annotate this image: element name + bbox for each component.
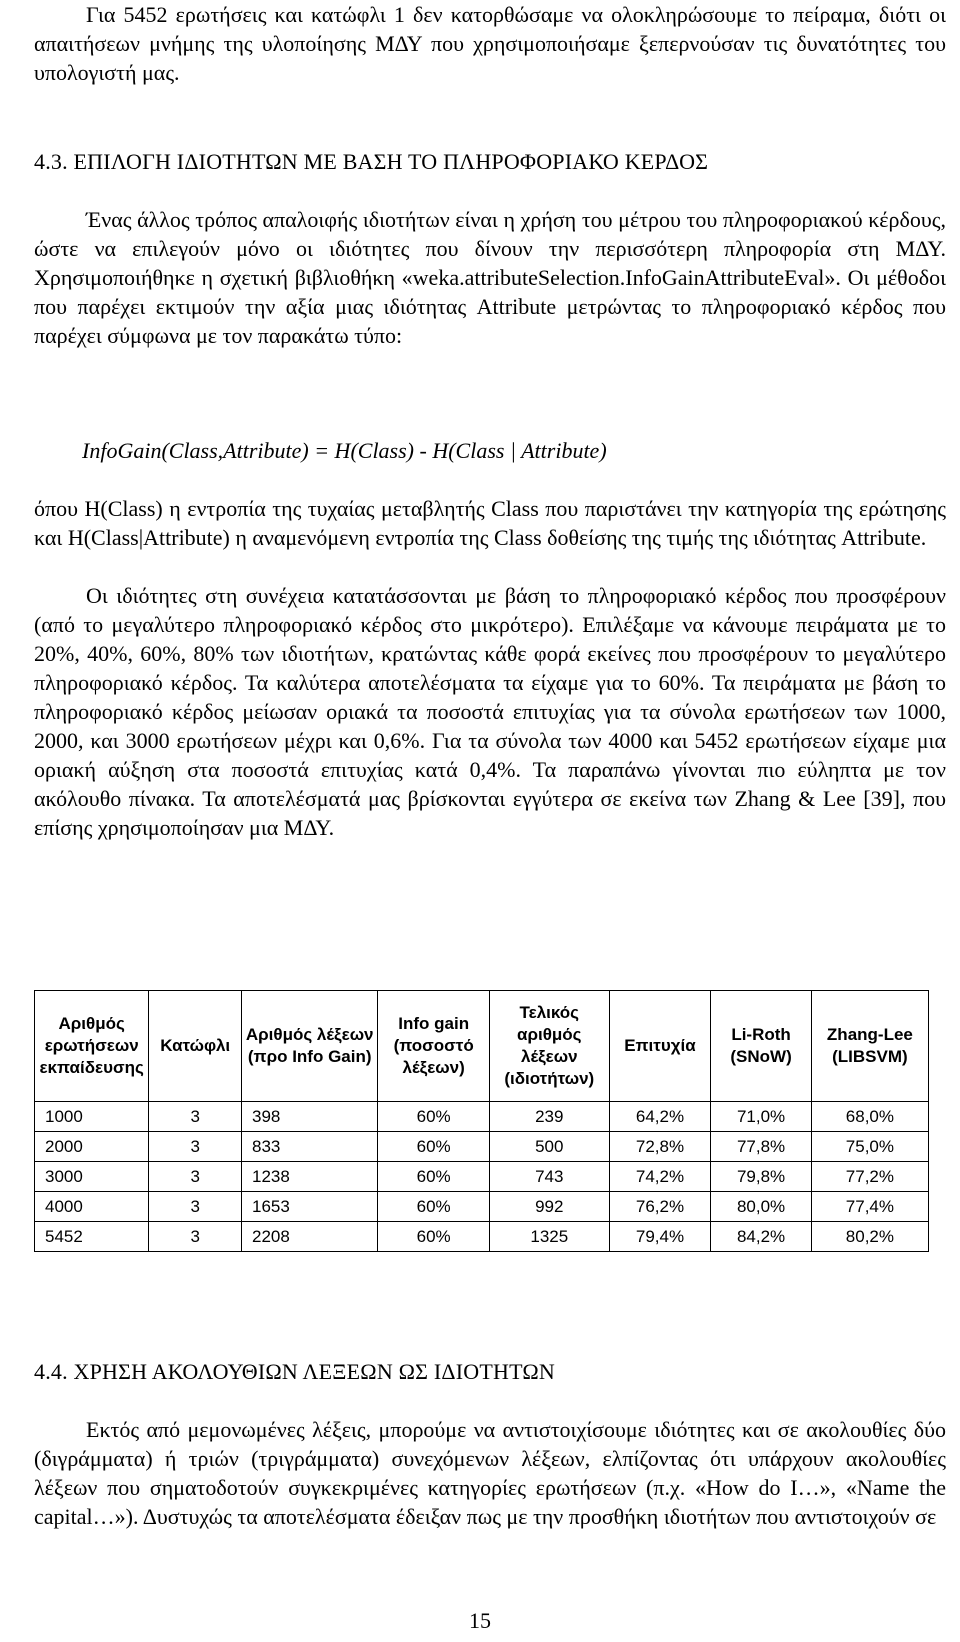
table-cell: 398 — [242, 1102, 378, 1132]
table-cell: 80,0% — [711, 1192, 811, 1222]
column-header: Κατώφλι — [149, 991, 242, 1102]
table-cell: 60% — [378, 1192, 490, 1222]
table-cell: 64,2% — [609, 1102, 711, 1132]
table-cell: 80,2% — [811, 1222, 928, 1252]
column-header: Τελικός αριθμός λέξεων (ιδιοτήτων) — [489, 991, 609, 1102]
table-cell: 992 — [489, 1192, 609, 1222]
table-cell: 1000 — [35, 1102, 149, 1132]
paragraph-entropy-definition: όπου H(Class) η εντροπία της τυχαίας μεταβλητής Class που παριστάνει την κατηγορία της ερώτησης και H(Class|Attribute) η αναμενόμενη εντροπία της Class δοθείσης της τιμής της ιδιότητας Attribute. — [34, 496, 946, 550]
table-cell: 4000 — [35, 1192, 149, 1222]
table-header-row — [35, 991, 929, 1102]
table-cell: 3 — [149, 1102, 242, 1132]
table-cell: 1325 — [489, 1222, 609, 1252]
table-row — [35, 1192, 929, 1222]
paragraph-intro: Για 5452 ερωτήσεις και κατώφλι 1 δεν κατορθώσαμε να ολοκληρώσουμε το πείραμα, διότι οι απαιτήσεων μνήμης της υλοποίησης ΜΔΥ που χρησιμοποιήσαμε ξεπερνούσαν τις δυνατότητες του υπολογιστή μας. — [34, 2, 946, 85]
table-cell: 3000 — [35, 1162, 149, 1192]
table-cell: 77,8% — [711, 1132, 811, 1162]
table-cell: 76,2% — [609, 1192, 711, 1222]
table-cell: 60% — [378, 1132, 490, 1162]
table-cell: 71,0% — [711, 1102, 811, 1132]
paragraph-experiments: Οι ιδιότητες στη συνέχεια κατατάσσονται με βάση το πληροφοριακό κέρδος που προσφέρουν (από το μεγαλύτερο πληροφοριακό κέρδος στο μικρότερο). Επιλέξαμε να κάνουμε πειράματα με το 20%, 40%, 60%, 80% των ιδιοτήτων, κρατώντας κάθε φορά εκείνες που προσφέρουν το μεγαλύτερο πληροφοριακό κέρδος. Τα καλύτερα αποτελέσματα τα είχαμε για το 60%. Τα πειράματα με βάση το πληροφοριακό κέρδος μείωσαν οριακά τα ποσοστά επιτυχίας για τα σύνολα ερωτήσεων των 1000, 2000, και 3000 ερωτήσεων μέχρι και 0,6%. Για τα σύνολα των 4000 και 5452 ερωτήσεων είχαμε μια οριακή αύξηση στα ποσοστά επιτυχίας κατά 0,4%. Τα παραπάνω γίνονται πιο εύληπτα με τον ακόλουθο πίνακα. Τα αποτελέσματά μας βρίσκονται εγγύτερα σε εκείνα των Zhang & Lee [39], που επίσης χρησιμοποίησαν μια ΜΔΥ. — [34, 583, 946, 840]
table-cell: 5452 — [35, 1222, 149, 1252]
table-cell: 239 — [489, 1102, 609, 1132]
table-cell: 833 — [242, 1132, 378, 1162]
column-header: Li-Roth (SNoW) — [711, 991, 811, 1102]
table-cell: 84,2% — [711, 1222, 811, 1252]
table-cell: 2208 — [242, 1222, 378, 1252]
section-heading-4-4: 4.4. ΧΡΗΣΗ ΑΚΟΛΟΥΘΙΩΝ ΛΕΞΕΩΝ ΩΣ ΙΔΙΟΤΗΤΩΝ — [34, 1359, 555, 1384]
table-cell: 1653 — [242, 1192, 378, 1222]
table-cell: 68,0% — [811, 1102, 928, 1132]
table-cell: 3 — [149, 1132, 242, 1162]
table-row — [35, 1222, 929, 1252]
paragraph-word-sequences: Εκτός από μεμονωμένες λέξεις, μπορούμε να αντιστοιχίσουμε ιδιότητες και σε ακολουθίες δύο (διγράμματα) ή τριών (τριγράμματα) συνεχόμενων λέξεων, ελπίζοντας ότι υπάρχουν ακολουθίες λέξεων που σηματοδοτούν συγκεκριμένες κατηγορίες ερωτήσεων (π.χ. «How do I…», «Name the capital…»). Δυστυχώς τα αποτελέσματα έδειξαν πως με την προσθήκη ιδιοτήτων που αντιστοιχούν σε — [34, 1417, 946, 1529]
table-cell: 72,8% — [609, 1132, 711, 1162]
table-cell: 60% — [378, 1162, 490, 1192]
column-header: Info gain (ποσοστό λέξεων) — [378, 991, 490, 1102]
table-cell: 743 — [489, 1162, 609, 1192]
page-number: 15 — [469, 1608, 491, 1633]
column-header: Αριθμός λέξεων (προ Info Gain) — [242, 991, 378, 1102]
column-header: Zhang-Lee (LIBSVM) — [811, 991, 928, 1102]
results-table — [34, 990, 929, 1252]
column-header: Επιτυχία — [609, 991, 711, 1102]
table-cell: 3 — [149, 1222, 242, 1252]
table-row — [35, 1102, 929, 1132]
table-cell: 1238 — [242, 1162, 378, 1192]
table-cell: 3 — [149, 1162, 242, 1192]
table-row — [35, 1132, 929, 1162]
table-cell: 77,4% — [811, 1192, 928, 1222]
table-cell: 79,4% — [609, 1222, 711, 1252]
section-heading-4-3: 4.3. ΕΠΙΛΟΓΗ ΙΔΙΟΤΗΤΩΝ ΜΕ ΒΑΣΗ ΤΟ ΠΛΗΡΟΦΟΡΙΑΚΟ ΚΕΡΔΟΣ — [34, 149, 709, 174]
table-cell: 75,0% — [811, 1132, 928, 1162]
column-header: Αριθμός ερωτήσεων εκπαίδευσης — [35, 991, 149, 1102]
table-row — [35, 1162, 929, 1192]
table-cell: 77,2% — [811, 1162, 928, 1192]
table-cell: 79,8% — [711, 1162, 811, 1192]
table-cell: 60% — [378, 1102, 490, 1132]
paragraph-infogain-description: Ένας άλλος τρόπος απαλοιφής ιδιοτήτων είναι η χρήση του μέτρου του πληροφοριακού κέρδους, ώστε να επιλεγούν μόνο οι ιδιότητες που δίνουν την περισσότερη πληροφορία στη ΜΔΥ. Χρησιμοποιήθηκε η σχετική βιβλιοθήκη «weka.attributeSelection.InfoGainAttributeEval». Οι μέθοδοι που παρέχει εκτιμούν την αξία μιας ιδιότητας Attribute μετρώντας το πληροφοριακό κέρδος που παρέχει σύμφωνα με τον παρακάτω τύπο: — [34, 207, 946, 348]
table-cell: 60% — [378, 1222, 490, 1252]
table-cell: 500 — [489, 1132, 609, 1162]
infogain-formula: InfoGain(Class,Attribute) = H(Class) - H(Class | Attribute) — [82, 438, 607, 463]
table-cell: 3 — [149, 1192, 242, 1222]
table-cell: 2000 — [35, 1132, 149, 1162]
table-cell: 74,2% — [609, 1162, 711, 1192]
